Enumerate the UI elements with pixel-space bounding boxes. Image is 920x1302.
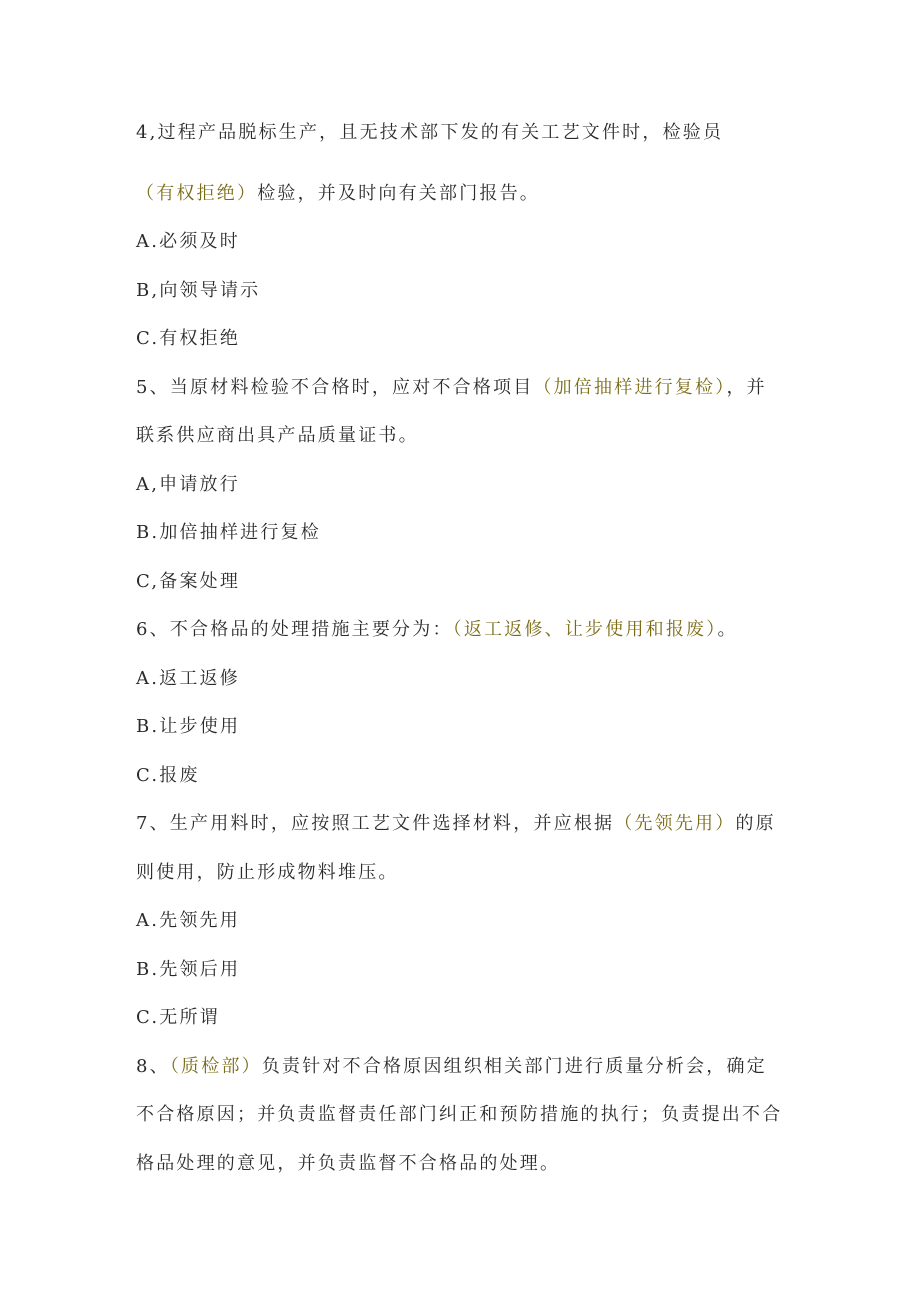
question-6-option-a: A.返工返修	[136, 668, 240, 689]
question-5-text: 5、当原材料检验不合格时，应对不合格项目	[136, 377, 534, 398]
question-8-answer: （质检部）	[169, 1056, 262, 1077]
question-4-option-a: A.必须及时	[136, 231, 240, 252]
question-4-line-2	[136, 182, 540, 206]
question-7-line-2: 则使用，防止形成物料堆压。	[136, 862, 399, 883]
question-4-line-1	[136, 121, 723, 145]
question-7-line-1	[136, 812, 776, 836]
question-8-line-3: 格品处理的意见，并负责监督不合格品的处理。	[136, 1153, 561, 1174]
question-8-text-cont: 负责针对不合格原因组织相关部门进行质量分析会，确定	[261, 1056, 767, 1077]
question-4-option-c: C.有权拒绝	[136, 328, 241, 349]
question-5-line-1	[136, 376, 767, 400]
question-8-line-2: 不合格原因；并负责监督责任部门纠正和预防措施的执行；负责提出不合	[136, 1104, 783, 1125]
question-4-text: 4,过程产品脱标生产，且无技术部下发的有关工艺文件时，检验员	[136, 122, 724, 143]
question-4-answer: （有权拒绝）	[136, 183, 258, 204]
question-7-answer: （先领先用）	[614, 813, 736, 834]
question-5-option-c: C,备案处理	[136, 571, 241, 592]
question-5-text-cont: ，并	[726, 377, 767, 398]
question-6-text: 6、不合格品的处理措施主要分为：	[136, 619, 453, 640]
question-6-option-c: C.报废	[136, 765, 200, 786]
question-5-line-2: 联系供应商出具产品质量证书。	[136, 425, 419, 446]
question-6-text-cont: 。	[717, 619, 738, 640]
question-8-text: 8、	[136, 1056, 170, 1077]
question-5-answer: （加倍抽样进行复检）	[533, 377, 727, 398]
question-7-text-cont: 的原	[735, 813, 776, 834]
question-7-option-a: A.先领先用	[136, 910, 240, 931]
question-6-line-1	[136, 618, 738, 642]
question-4-text-cont: 检验，并及时向有关部门报告。	[257, 183, 541, 204]
question-7-option-b: B.先领后用	[136, 959, 241, 980]
question-6-answer: （返工返修、让步使用和报废）	[452, 619, 718, 640]
question-5-option-b: B.加倍抽样进行复检	[136, 522, 321, 543]
question-6-option-b: B.让步使用	[136, 716, 241, 737]
question-7-text: 7、生产用料时，应按照工艺文件选择材料，并应根据	[136, 813, 615, 834]
question-7-option-c: C.无所谓	[136, 1007, 220, 1028]
question-5-option-a: A,申请放行	[136, 474, 240, 495]
question-4-option-b: B,向领导请示	[136, 280, 261, 301]
question-8-line-1	[136, 1055, 767, 1079]
